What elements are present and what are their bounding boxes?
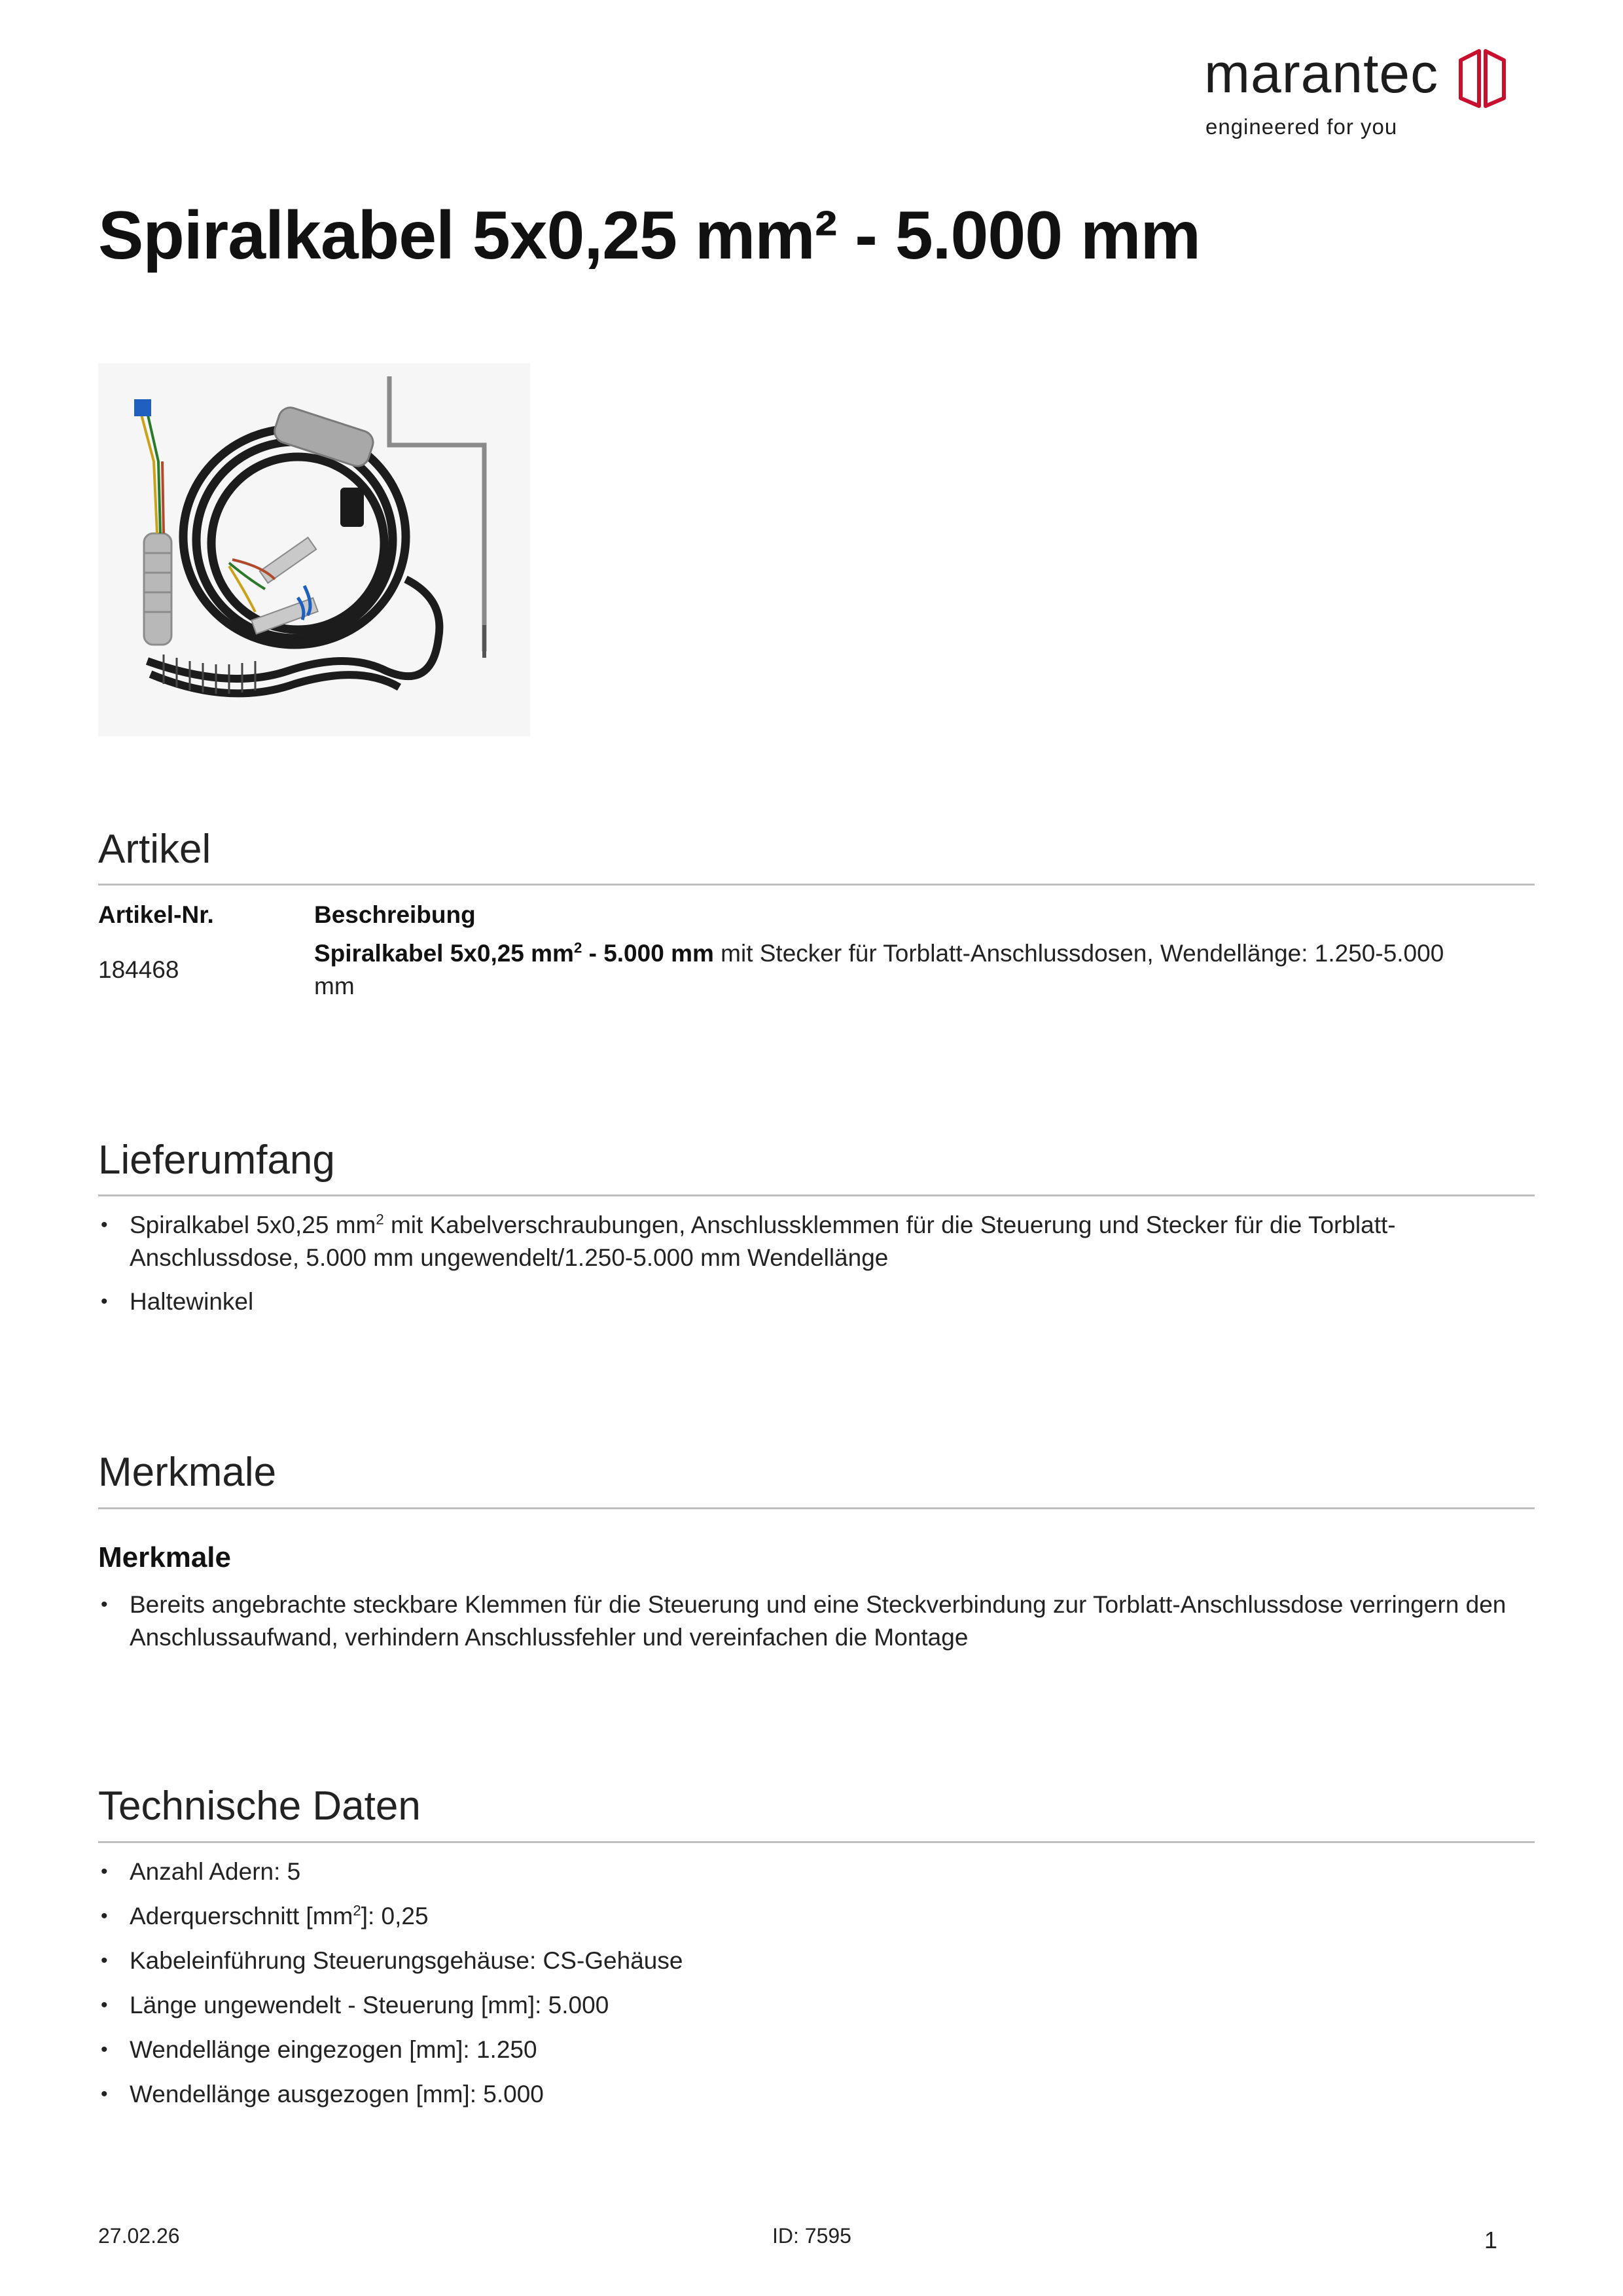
marantec-logo-mark-icon	[1457, 46, 1508, 111]
lieferumfang-list	[98, 1209, 1538, 1318]
section-heading-technische-daten: Technische Daten	[98, 1784, 421, 1829]
list-item: • Kabeleinführung Steuerungsgehäuse: CS-Gehäuse	[98, 1945, 1538, 1977]
artikel-number: 184468	[98, 956, 179, 983]
list-item: • Bereits angebrachte steckbare Klemmen für die Steuerung und eine Steckverbindung zur Torblatt-Anschlussdose verringern den Anschlussaufwand, verhindern Anschlussfehler und vereinfachen die Montage	[98, 1588, 1538, 1654]
merkmale-list	[98, 1588, 1538, 1654]
section-divider	[98, 1841, 1535, 1843]
brand-logo	[1204, 41, 1505, 152]
section-heading-lieferumfang: Lieferumfang	[98, 1138, 335, 1183]
list-item: • Wendellänge ausgezogen [mm]: 5.000	[98, 2078, 1538, 2111]
section-heading-artikel: Artikel	[98, 827, 211, 872]
artikel-description-bold: Spiralkabel 5x0,25 $mm^2 - 5.000$ mm	[314, 939, 714, 967]
section-divider	[98, 1194, 1535, 1196]
column-header-artikel-nr: Artikel-Nr.	[98, 901, 214, 928]
section-heading-merkmale: Merkmale	[98, 1450, 277, 1495]
list-item: • Wendellänge eingezogen [mm]: 1.250	[98, 2034, 1538, 2066]
artikel-description	[314, 937, 1479, 1003]
product-image	[98, 363, 530, 736]
list-item: • Aderquerschnitt $[mm^2]$: 0,25	[98, 1900, 1538, 1933]
list-item: • Anzahl Adern: 5	[98, 1856, 1538, 1888]
brand-name: marantec	[1204, 43, 1439, 104]
technische-daten-list	[98, 1856, 1538, 2111]
page-number: 1	[1484, 2227, 1498, 2253]
section-divider	[98, 1507, 1535, 1509]
page-title: Spiralkabel 5x0,25 mm² - 5.000 mm	[98, 198, 1200, 274]
footer-date: 27.02.26	[98, 2224, 180, 2248]
column-header-beschreibung: Beschreibung	[314, 901, 476, 928]
list-item: • Spiralkabel 5x0,25 $mm^2$ mit Kabelverschraubungen, Anschlussklemmen für die Steuerung und Stecker für die Torblatt-Anschlussdose, 5.000 mm ungewendelt/1.250-5.000 mm Wendellänge	[98, 1209, 1538, 1274]
list-item: • Haltewinkel	[98, 1285, 1538, 1318]
list-item: • Länge ungewendelt - Steuerung [mm]: 5.000	[98, 1989, 1538, 2022]
artikel-description-rest: mit Stecker für Torblatt-Anschlussdosen, Wendellänge: 1.250-5.000 mm	[314, 940, 1444, 999]
subheading-merkmale: Merkmale	[98, 1541, 232, 1573]
section-divider	[98, 884, 1535, 886]
brand-tagline: engineered for you	[1205, 115, 1398, 139]
footer-id: ID: 7595	[772, 2224, 851, 2248]
